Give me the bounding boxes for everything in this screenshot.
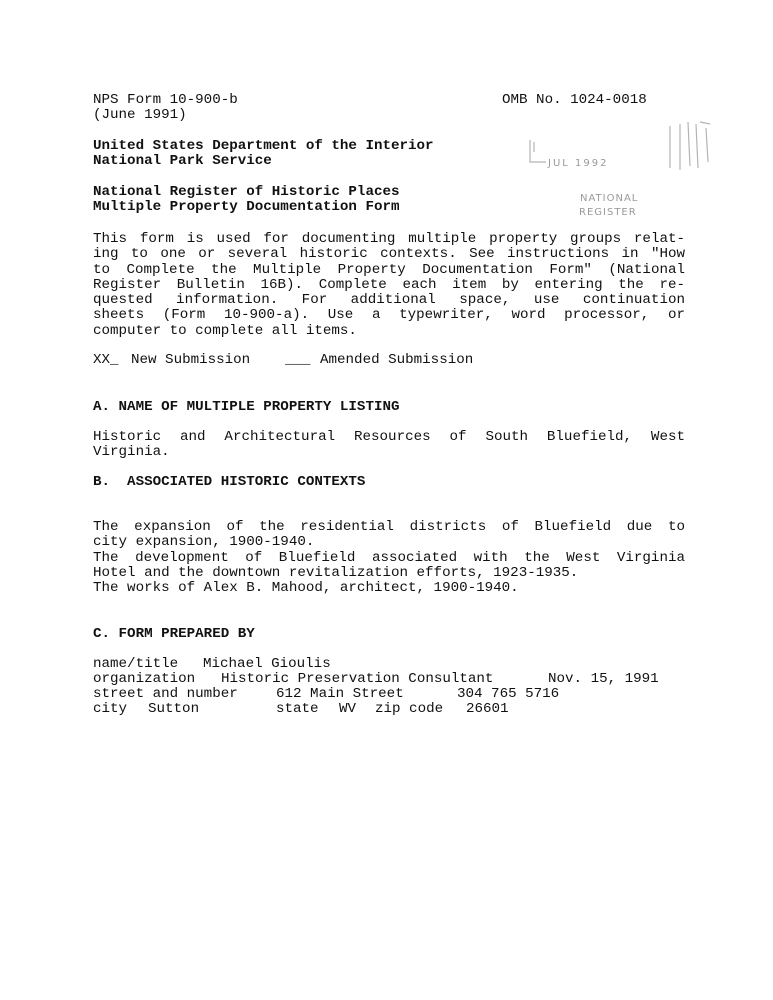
stamp-date: JUL 1992 <box>548 158 609 169</box>
form-title-line1: National Register of Historic Places <box>93 184 400 200</box>
form-number: NPS Form 10-900-b <box>93 92 238 108</box>
instructions-line: computer to complete all items. <box>93 322 357 339</box>
city-label: city <box>93 701 128 717</box>
context-line: Hotel and the downtown revitalization efforts, 1923-1935. <box>93 564 579 581</box>
property-listing-name: Virginia. <box>93 444 170 461</box>
instructions-line: ing to one or several historic contexts. See instructions in "How <box>93 246 685 263</box>
prepared-date: Nov. 15, 1991 <box>548 671 659 687</box>
amended-submission-label: Amended Submission <box>320 352 474 368</box>
section-a-heading: A. NAME OF MULTIPLE PROPERTY LISTING <box>93 399 400 415</box>
stamp-line1: NATIONAL <box>580 193 639 204</box>
new-submission-mark: XX_ <box>93 352 119 368</box>
property-listing-name: Historic and Architectural Resources of South Bluefield, West <box>93 429 685 445</box>
stamp-line2: REGISTER <box>579 207 637 218</box>
new-submission-label: New Submission <box>131 352 251 368</box>
section-a-content <box>93 430 685 461</box>
instructions-paragraph <box>93 232 685 339</box>
service-name: National Park Service <box>93 153 272 169</box>
state-label: state <box>276 701 319 717</box>
context-line: The development of Bluefield associated with the West Virginia <box>93 549 685 566</box>
section-b-content <box>93 520 685 596</box>
street-label: street and number <box>93 686 238 702</box>
instructions-line: sheets (Form 10-900-a). Use a typewriter, word processor, or <box>93 307 685 324</box>
zip-label: zip code <box>375 701 444 717</box>
instructions-line: to Complete the Multiple Property Documentation Form" (National <box>93 261 685 278</box>
context-line: The works of Alex B. Mahood, architect, 1900-1940. <box>93 580 519 597</box>
form-date: (June 1991) <box>93 107 187 123</box>
organization-label: organization <box>93 671 196 687</box>
street-value: 612 Main Street <box>276 686 404 702</box>
stamp-marks <box>520 118 720 188</box>
department-name: United States Department of the Interior <box>93 138 434 154</box>
context-line: city expansion, 1900-1940. <box>93 534 315 551</box>
context-line: The expansion of the residential districts of Bluefield due to <box>93 519 685 535</box>
section-b-heading: B. ASSOCIATED HISTORIC CONTEXTS <box>93 474 366 490</box>
omb-number: OMB No. 1024-0018 <box>502 92 647 108</box>
instructions-line: This form is used for documenting multiple property groups relat- <box>93 231 685 247</box>
instructions-line: Register Bulletin 16B). Complete each item by entering the re- <box>93 276 685 293</box>
instructions-line: quested information. For additional space, use continuation <box>93 292 685 309</box>
zip-value: 26601 <box>466 701 509 717</box>
phone-value: 304 765 5716 <box>457 686 560 702</box>
amended-submission-mark: ___ <box>285 352 311 368</box>
organization-value: Historic Preservation Consultant <box>221 671 494 687</box>
name-title-label: name/title <box>93 656 179 672</box>
city-value: Sutton <box>148 701 200 717</box>
form-title-line2: Multiple Property Documentation Form <box>93 199 400 215</box>
preparer-name: Michael Gioulis <box>203 656 331 672</box>
section-c-heading: C. FORM PREPARED BY <box>93 626 255 642</box>
state-value: WV <box>339 701 357 717</box>
